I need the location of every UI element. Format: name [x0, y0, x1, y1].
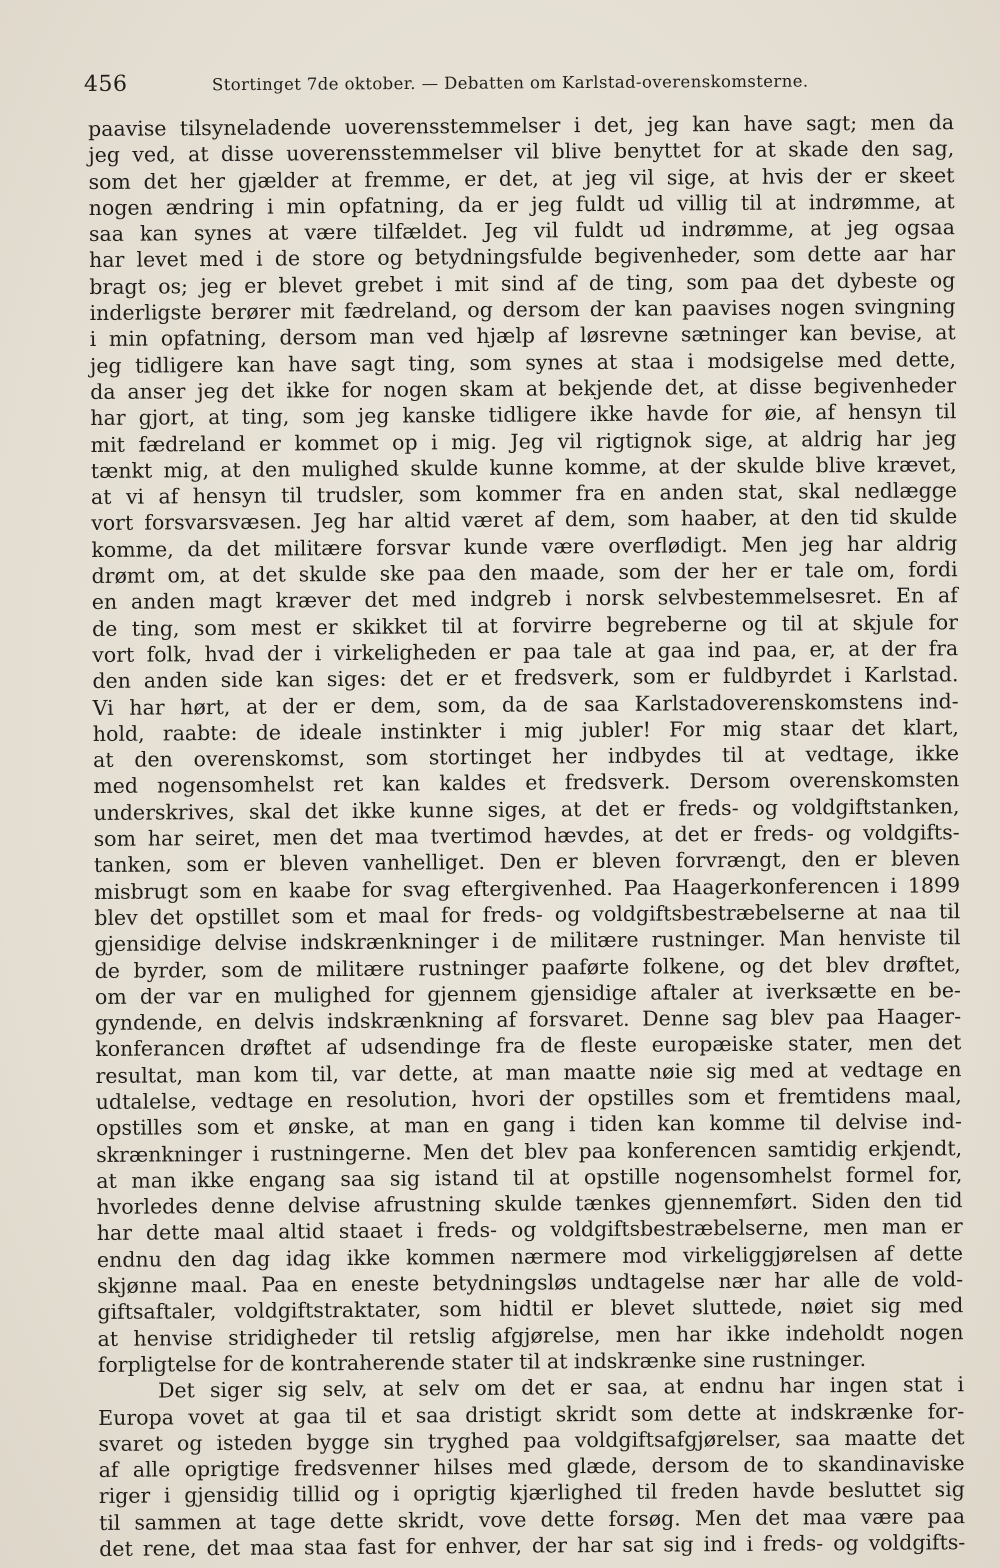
- text-line: blev det opstillet som et maal for freds- og voldgiftsbestræbelserne at naa til: [94, 899, 961, 930]
- text-line: om der var en mulighed for gjennem gjensidige aftaler at iverksætte en be-: [94, 977, 961, 1009]
- text-line: Det siger sig selv, at selv om det er saa, at endnu har ingen stat i: [157, 1372, 965, 1403]
- text-line: det rene, det maa staa fast for enhver, der har sat sig ind i freds- og voldgifts-: [99, 1530, 966, 1561]
- text-line: tanken, som er bleven vanhelliget. Den er bleven forvrængt, den er bleven: [93, 846, 960, 878]
- text-line: til sammen at tage dette skridt, vove dette forsøg. Men det maa være paa: [98, 1503, 966, 1535]
- text-line: hold, raabte: de ideale instinkter i mig jubler! For mig staar det klart,: [92, 715, 959, 746]
- text-line: med nogensomhelst ret kan kaldes et fredsverk. Dersom overenskomsten: [93, 767, 960, 799]
- text-line: Vi har hørt, at der er dem, som, da de saa Karlstadoverenskomstens ind-: [92, 688, 959, 720]
- text-line: inderligste berører mit fædreland, og dersom der kan paavises nogen svingning: [89, 294, 956, 326]
- text-line: endnu den dag idag ikke kommen nærmere mod virkeliggjørelsen af dette: [96, 1240, 964, 1272]
- text-line: af alle oprigtige fredsvenner hilses med glæde, dersom de to skandinaviske: [98, 1451, 965, 1483]
- body-text: [88, 109, 965, 1562]
- text-line: skjønne maal. Paa en eneste betydningsløs undtagelse nær har alle de vold-: [97, 1267, 964, 1299]
- page-number: 456: [83, 71, 128, 97]
- text-line: underskrives, skal det ikke kunne siges, at det er freds- og voldgiftstanken,: [93, 793, 960, 825]
- text-line: vort folk, hvad der i virkeligheden er paa tale at gaa ind paa, er, at der fra: [92, 636, 959, 667]
- text-line: en anden magt kræver det med indgreb i norsk selvbestemmelsesret. En af: [91, 583, 958, 615]
- text-line: skrænkninger i rustningerne. Men det blev paa konferencen samtidig erkjendt,: [96, 1135, 963, 1167]
- text-line: tænkt mig, at den mulighed skulde kunne komme, at der skulde blive krævet,: [90, 452, 957, 483]
- text-line: saa kan synes at være tilfældet. Jeg vil fuldt ud indrømme, at jeg ogsaa: [88, 215, 955, 247]
- text-line: de ting, som mest er skikket til at forvirre begreberne og til at skjule for: [91, 609, 959, 641]
- text-line: da anser jeg det ikke for nogen skam at bekjende det, at disse begivenheder: [90, 373, 957, 404]
- text-line: i min opfatning, dersom man ved hjælp af løsrevne sætninger kan bevise, at: [89, 320, 956, 352]
- text-line: har dette maal altid staaet i freds- og voldgiftsbestræbelserne, men man er: [96, 1214, 963, 1246]
- text-line: riger i gjensidig tillid og i oprigtig kjærlighed til freden havde besluttet sig: [98, 1477, 965, 1509]
- text-line: drømt om, at det skulde ske paa den maade, som der her er tale om, fordi: [91, 557, 958, 589]
- text-line: hvorledes denne delvise afrustning skulde tænkes gjennemført. Siden den tid: [96, 1188, 963, 1220]
- text-line: den anden side kan siges: det er et fredsverk, som er fuldbyrdet i Karlstad.: [92, 662, 959, 694]
- text-line: gyndende, en delvis indskrænkning af forsvaret. Denne sag blev paa Haager-: [95, 1004, 962, 1036]
- running-head: Stortinget 7de oktober. — Debatten om Karlstad-overenskomsterne.: [211, 71, 809, 95]
- text-line: komme, da det militære forsvar kunde være overflødigt. Men jeg har aldrig: [91, 530, 958, 562]
- text-line: har levet med i de store og betydningsfulde begivenheder, som dette aar har: [89, 241, 956, 273]
- text-line: at vi af hensyn til trudsler, som kommer fra en anden stat, skal nedlægge: [90, 478, 958, 510]
- text-line: som har seiret, men det maa tvertimod hævdes, at det er freds- og voldgifts-: [93, 820, 960, 851]
- text-line: som det her gjælder at fremme, er det, at jeg vil sige, at hvis der er skeet: [88, 162, 955, 194]
- page-header: [84, 65, 944, 104]
- text-line: forpligtelse for de kontraherende stater til at indskrænke sine rustninger.: [97, 1346, 867, 1377]
- text-line: mit fædreland er kommet op i mig. Jeg vil rigtignok sige, at aldrig har jeg: [90, 425, 957, 457]
- text-line: jeg ved, at disse uoverensstemmelser vil blive benyttet for at skade den sag,: [88, 136, 955, 168]
- text-line: paavise tilsyneladende uoverensstemmelser i det, jeg kan have sagt; men da: [88, 110, 955, 141]
- text-line: gjensidige delvise indskrænkninger i de militære rustninger. Man henviste til: [94, 925, 961, 957]
- text-line: resultat, man kom til, var dette, at man maatte nøie sig med at vedtage en: [95, 1056, 962, 1088]
- text-line: at henvise stridigheder til retslig afgjørelse, men har ikke indeholdt nogen: [97, 1319, 964, 1351]
- text-line: misbrugt som en kaabe for svag eftergivenhed. Paa Haagerkonferencen i 1899: [93, 872, 961, 904]
- text-line: har gjort, at ting, som jeg kanske tidligere ikke havde for øie, af hensyn til: [90, 399, 957, 431]
- text-line: at den overenskomst, som stortinget her indbydes til at vedtage, ikke: [92, 741, 960, 773]
- text-line: nogen ændring i min opfatning, da er jeg fuldt ud villig til at indrømme, at: [88, 189, 955, 220]
- text-line: at man ikke engang saa sig istand til at opstille nogensomhelst formel for,: [96, 1162, 963, 1193]
- text-line: svaret og isteden bygge sin tryghed paa voldgiftsafgjørelser, saa maatte det: [98, 1425, 965, 1456]
- text-line: konferancen drøftet af udsendinge fra de fleste europæiske stater, men det: [95, 1030, 962, 1062]
- text-line: de byrder, som de militære rustninger paaførte folkene, og det blev drøftet,: [94, 951, 961, 983]
- text-line: bragt os; jeg er blevet grebet i mit sind af de ting, som paa det dybeste og: [89, 267, 956, 299]
- text-line: giftsaftaler, voldgiftstraktater, som hidtil er blevet sluttede, nøiet sig med: [97, 1293, 964, 1325]
- text-line: jeg tidligere kan have sagt ting, som synes at staa i modsigelse med dette,: [89, 346, 957, 378]
- text-line: opstilles som et ønske, at man en gang i tiden kan komme til delvise ind-: [95, 1109, 963, 1141]
- text-line: vort forsvarsvæsen. Jeg har altid været af dem, som haaber, at den tid skulde: [91, 504, 958, 536]
- text-line: udtalelse, vedtage en resolution, hvori der opstilles som et fremtidens maal,: [95, 1083, 962, 1114]
- text-line: Europa vovet at gaa til et saa dristigt skridt som dette at indskrænke for-: [98, 1398, 965, 1430]
